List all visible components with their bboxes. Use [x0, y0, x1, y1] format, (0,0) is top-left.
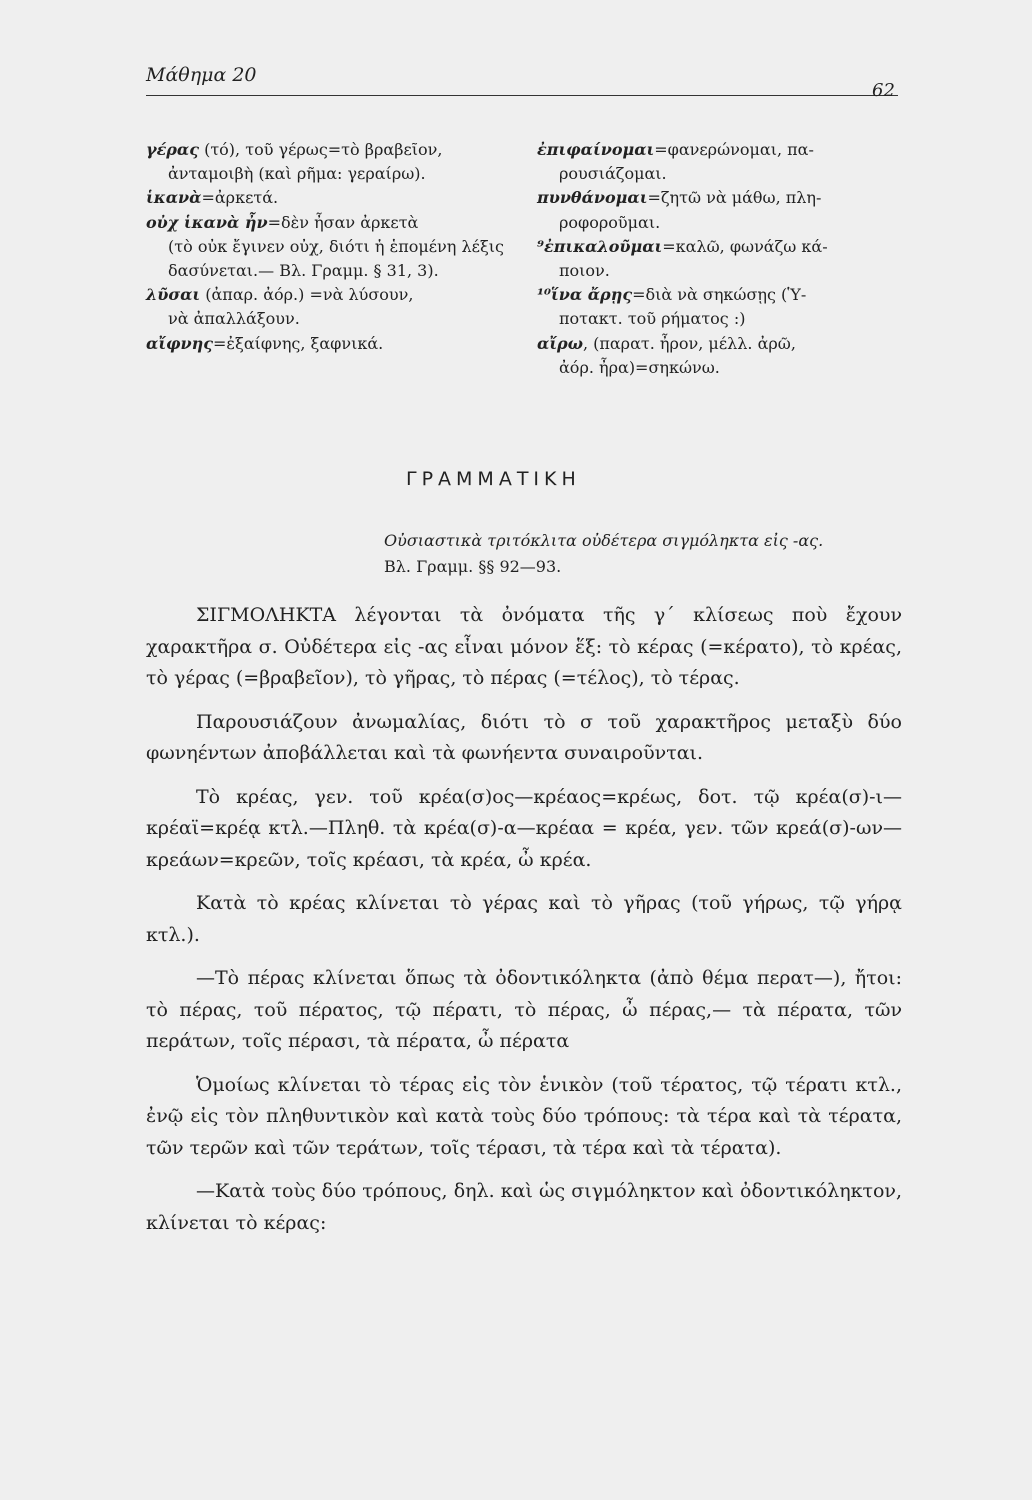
header-rule	[146, 95, 898, 96]
glossary-entry: ἐπιφαίνομαι=φανερώνομαι, πα- ρουσιάζομαι.	[537, 140, 814, 184]
paragraph: Παρουσιάζουν ἀνωμαλίας, διότι τὸ σ τοῦ χαρακτῆρος μεταξὺ δύο φωνηέντων ἀποβάλλεται καὶ τὰ φωνήεντα συναιροῦνται.	[146, 710, 902, 764]
paragraph: Ὁμοίως κλίνεται τὸ τέρας εἰς τὸν ἑνικὸν (τοῦ τέρατος, τῷ τέρατι κτλ., ἐνῷ εἰς τὸν πληθυντικὸν καὶ κατὰ τοὺς δύο τρόπους: τὰ τέρα καὶ τὰ τέρατα, τῶν τερῶν καὶ τῶν τεράτων, τοῖς τέρασι, τὰ τέρα καὶ τὰ τέρατα).	[146, 1073, 902, 1159]
glossary-entry: οὐχ ἱκανὰ ἦν=δὲν ἦσαν ἀρκετὰ (τὸ οὐκ ἔγινεν οὐχ, διότι ἡ ἑπομένη λέξις δασύνεται.— Βλ. Γραμμ. § 31, 3).	[146, 212, 504, 281]
reference-line: Βλ. Γραμμ. §§ 92—93.	[384, 557, 562, 576]
page-number: 62	[872, 80, 895, 101]
glossary-entry: ¹⁰ἵνα ἄρῃς=διὰ νὰ σηκώσῃς (Ὑ- ποτακτ. τοῦ ρήματος :)	[537, 285, 807, 329]
grammar-body	[146, 600, 902, 1239]
paragraph: Κατὰ τὸ κρέας κλίνεται τὸ γέρας καὶ τὸ γῆρας (τοῦ γήρως, τῷ γήρᾳ κτλ.).	[146, 892, 902, 946]
paragraph: —Κατὰ τοὺς δύο τρόπους, δηλ. καὶ ὡς σιγμόληκτον καὶ ὀδοντικόληκτον, κλίνεται τὸ κέρας:	[146, 1180, 902, 1234]
glossary-entry: αἴφνης=ἐξαίφνης, ξαφνικά.	[146, 333, 384, 353]
paragraph: —Τὸ πέρας κλίνεται ὅπως τὰ ὀδοντικόληκτα (ἀπὸ θέμα περατ—), ἤτοι: τὸ πέρας, τοῦ πέρατος, τῷ πέρατι, τὸ πέρας, ὦ πέρας,— τὰ πέρατα, τῶν περάτων, τοῖς πέρασι, τὰ πέρατα, ὦ πέρατα	[146, 967, 902, 1052]
glossary-entry: γέρας (τό), τοῦ γέρως=τὸ βραβεῖον, ἀνταμοιβὴ (καὶ ρῆμα: γεραίρω).	[146, 140, 443, 184]
lesson-header: Μάθημα 20	[146, 64, 257, 86]
grammar-reference	[384, 528, 900, 580]
glossary-left-column	[146, 138, 504, 356]
glossary-entry: αἴρω, (παρατ. ἦρον, μέλλ. ἀρῶ, ἀόρ. ἦρα)=σηκώνω.	[537, 333, 796, 377]
glossary-entry: λῦσαι (ἀπαρ. ἀόρ.) =νὰ λύσουν, νὰ ἀπαλλάξουν.	[146, 285, 414, 329]
glossary-right-column	[537, 138, 899, 380]
glossary-entry: πυνθάνομαι=ζητῶ νὰ μάθω, πλη- ροφοροῦμαι.	[537, 188, 822, 232]
glossary-entry: ⁹ἐπικαλοῦμαι=καλῶ, φωνάζω κά- ποιον.	[537, 236, 828, 281]
reference-line: Οὐσιαστικὰ τριτόκλιτα οὐδέτερα σιγμόληκτα εἰς -ας.	[384, 531, 824, 550]
section-title: ΓΡΑΜΜΑΤΙΚΗ	[406, 468, 581, 490]
paragraph: ΣΙΓΜΟΛΗΚΤΑ λέγονται τὰ ὀνόματα τῆς γ΄ κλίσεως ποὺ ἔχουν χαρακτῆρα σ. Οὐδέτερα εἰς -ας εἶναι μόνον ἕξ: τὸ κέρας (=κέρατο), τὸ κρέας, τὸ γέρας (=βραβεῖον), τὸ γῆρας, τὸ πέρας (=τέλος), τὸ τέρας.	[146, 604, 902, 689]
paragraph: Τὸ κρέας, γεν. τοῦ κρέα(σ)ος—κρέαος=κρέως, δοτ. τῷ κρέα(σ)-ι—κρέαϊ=κρέᾳ κτλ.—Πληθ. τὰ κρέα(σ)-α—κρέαα = κρέα, γεν. τῶν κρεά(σ)-ων—κρεάων=κρεῶν, τοῖς κρέασι, τὰ κρέα, ὦ κρέα.	[146, 785, 902, 871]
glossary-entry: ἱκανὰ=ἀρκετά.	[146, 188, 279, 208]
